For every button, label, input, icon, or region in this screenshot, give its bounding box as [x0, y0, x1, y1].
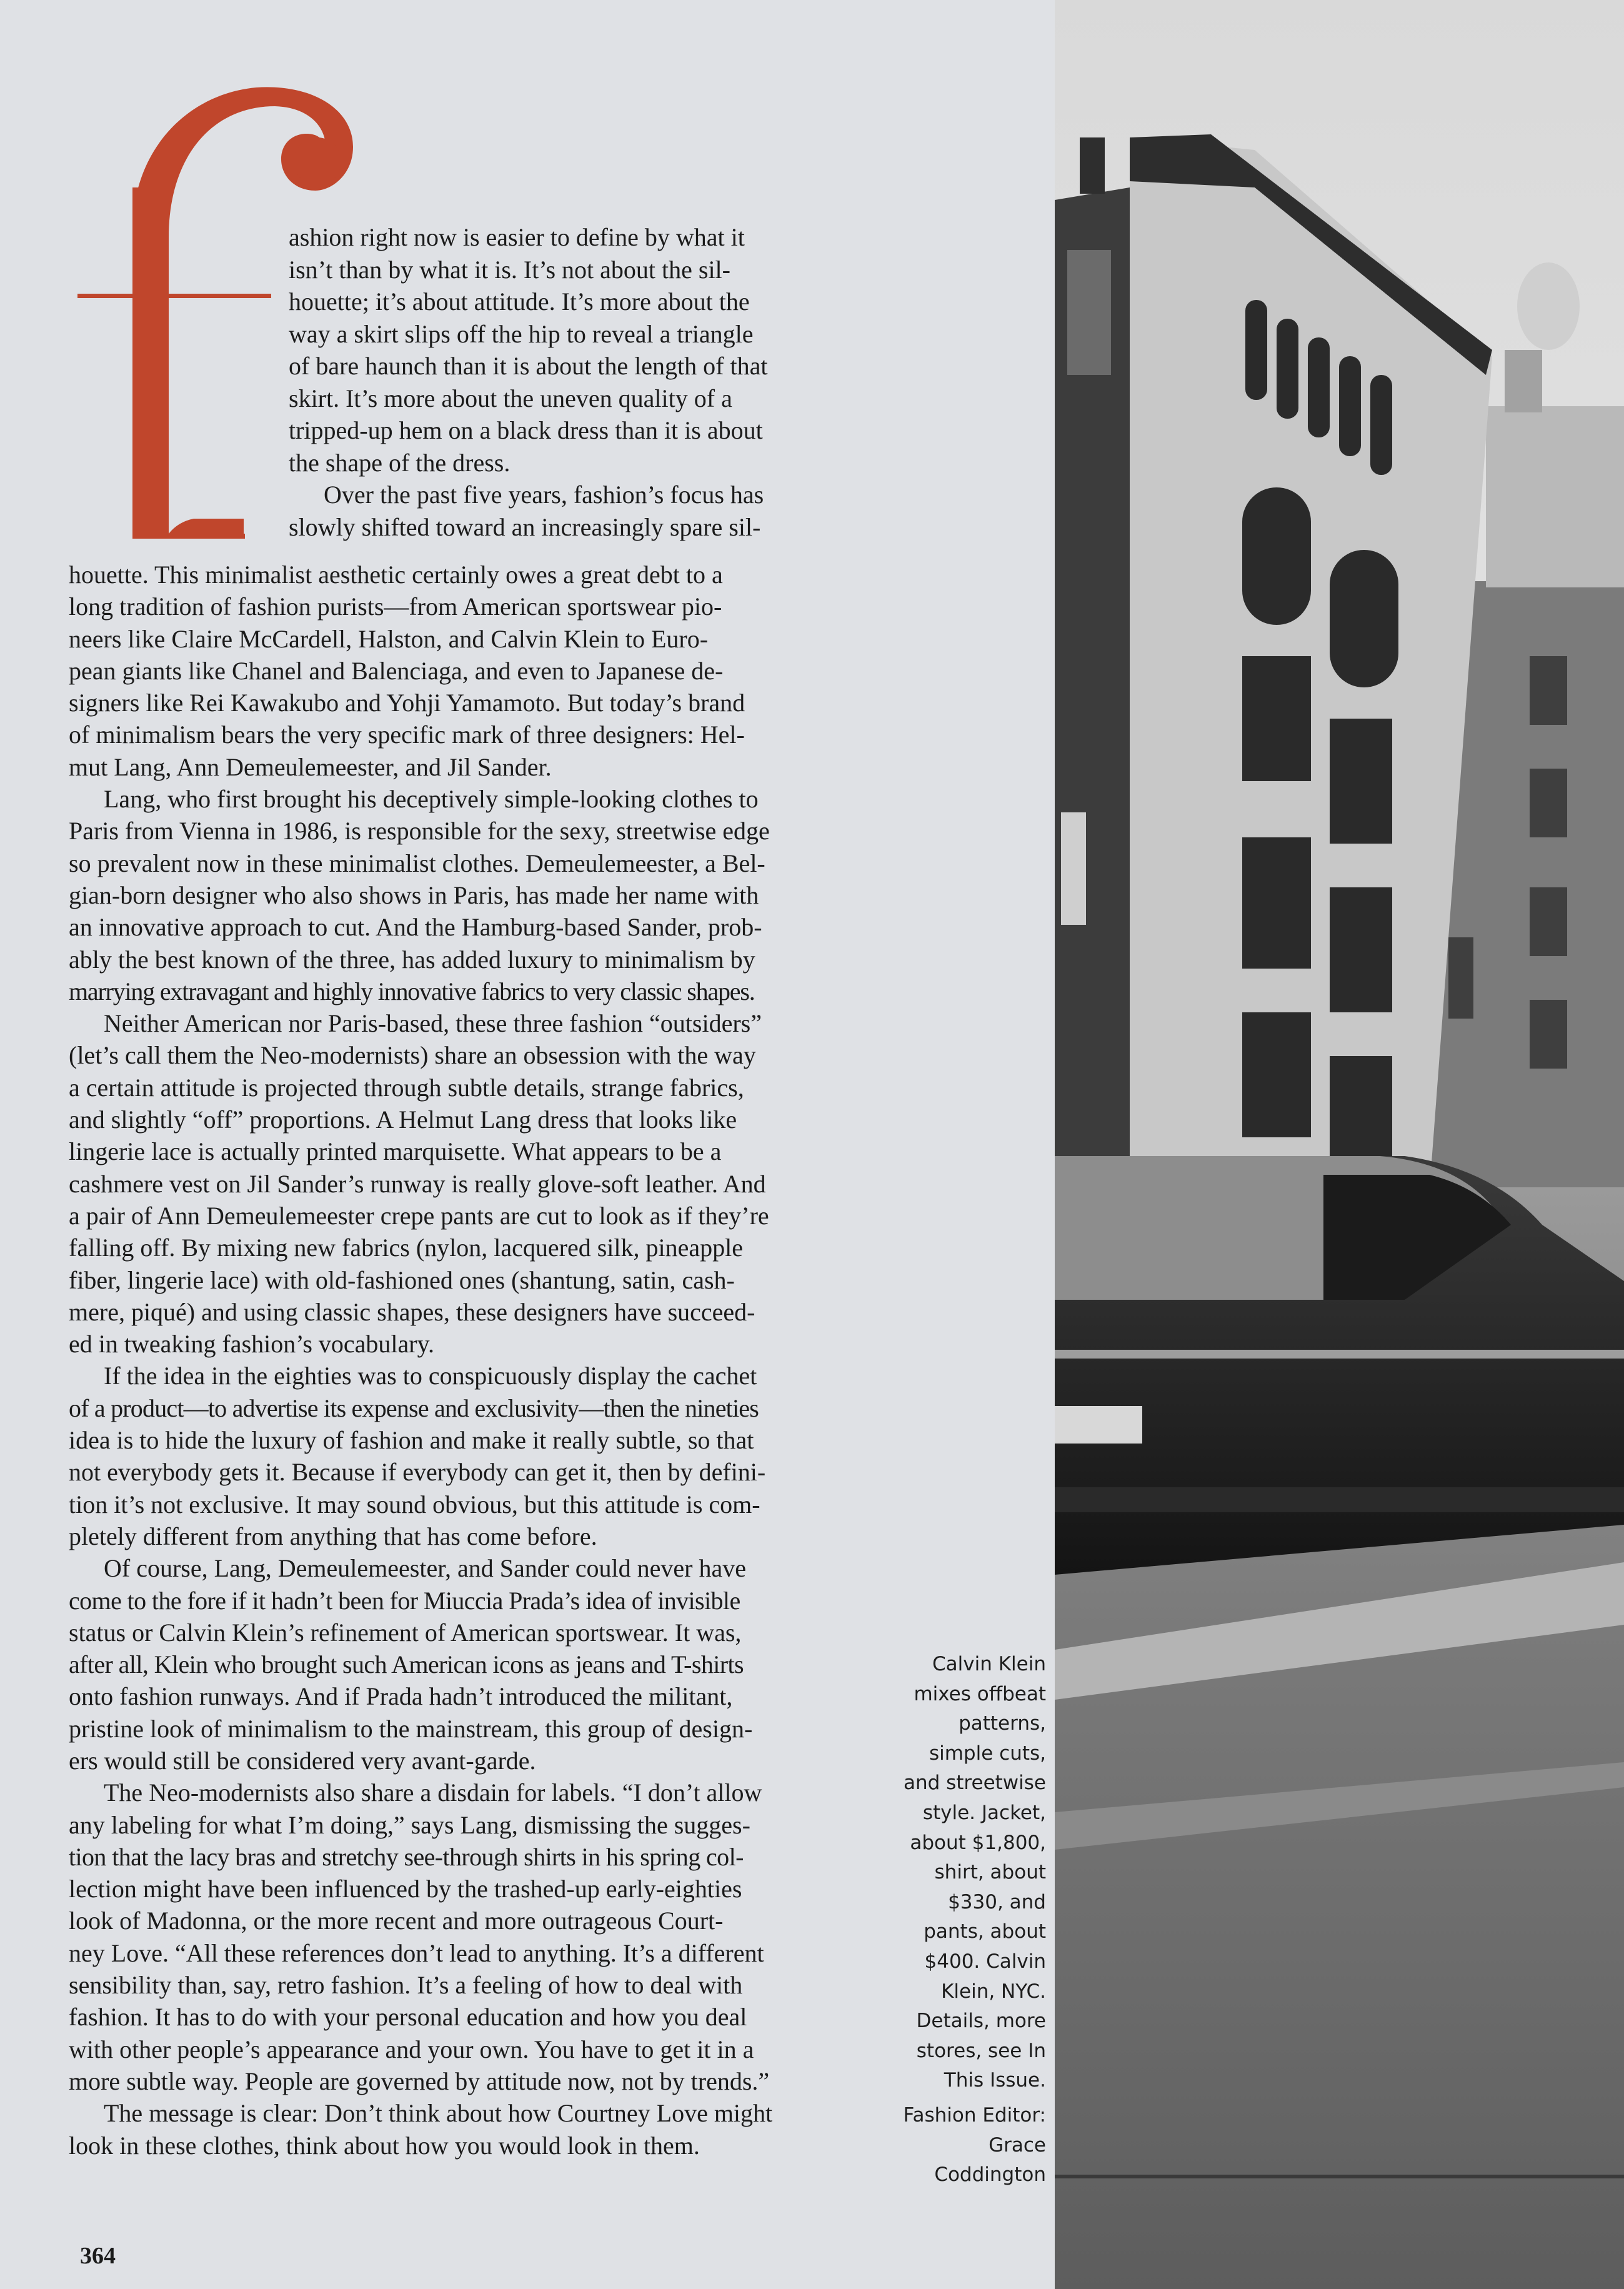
text-line: Of course, Lang, Demeulemeester, and Sander could never have	[104, 1554, 746, 1583]
text-line: look in these clothes, think about how you would look in them.	[69, 2131, 700, 2160]
text-line: The message is clear: Don’t think about how Courtney Love might	[104, 2099, 773, 2128]
text-line: a pair of Ann Demeulemeester crepe pants are cut to look as if they’re	[69, 1201, 769, 1230]
caption-line: $400. Calvin	[924, 1950, 1046, 1973]
text-line: signers like Rei Kawakubo and Yohji Yamamoto. But today’s brand	[69, 689, 745, 717]
text-line: ers would still be considered very avant-garde.	[69, 1746, 536, 1775]
text-line: ashion right now is easier to define by what it	[289, 223, 745, 251]
caption-line: Klein, NYC.	[941, 1980, 1046, 2003]
text-line: ably the best known of the three, has added luxury to minimalism by	[69, 945, 755, 974]
text-line: falling off. By mixing new fabrics (nylon, lacquered silk, pineapple	[69, 1234, 743, 1262]
text-line: Over the past five years, fashion’s focus has	[324, 481, 764, 509]
text-line: If the idea in the eighties was to conspicuously display the cachet	[104, 1362, 757, 1390]
text-line: tripped-up hem on a black dress than it is about	[289, 416, 763, 444]
text-line: neers like Claire McCardell, Halston, and Calvin Klein to Euro-	[69, 624, 709, 653]
text-line: ed in tweaking fashion’s vocabulary.	[69, 1330, 435, 1359]
caption-line: patterns,	[959, 1712, 1046, 1735]
text-line: houette. This minimalist aesthetic certainly owes a great debt to a	[69, 561, 723, 589]
text-line: marrying extravagant and highly innovative fabrics to very classic shapes.	[69, 977, 755, 1005]
caption-line: Details, more	[916, 2010, 1046, 2033]
text-line: skirt. It’s more about the uneven quality of a	[289, 384, 732, 412]
intro-paragraph	[289, 221, 801, 543]
text-line: gian-born designer who also shows in Paris, has made her name with	[69, 880, 759, 909]
text-line: look of Madonna, or the more recent and more outrageous Court-	[69, 1907, 724, 1935]
credit-line: Grace	[989, 2133, 1046, 2157]
text-line: with other people’s appearance and your own. You have to get it in a	[69, 2035, 754, 2063]
caption-line: shirt, about	[934, 1861, 1046, 1884]
text-line: pletely different from anything that has come before.	[69, 1522, 597, 1550]
text-line: slowly shifted toward an increasingly spare sil-	[289, 512, 761, 541]
text-line: the shape of the dress.	[289, 448, 511, 477]
text-line: and slightly “off” proportions. A Helmut Lang dress that looks like	[69, 1105, 737, 1134]
caption-line: and streetwise	[903, 1772, 1046, 1795]
text-line: Lang, who first brought his deceptively simple-looking clothes to	[104, 785, 759, 814]
text-line: more subtle way. People are governed by attitude now, not by trends.”	[69, 2067, 770, 2095]
street-photo	[1055, 0, 1624, 2289]
text-line: come to the fore if it hadn’t been for Miuccia Prada’s idea of invisible	[69, 1586, 740, 1615]
text-line: tion that the lacy bras and stretchy see-through shirts in his spring col-	[69, 1842, 744, 1871]
text-line: ney Love. “All these references don’t lead to anything. It’s a different	[69, 1938, 764, 1967]
text-line: Paris from Vienna in 1986, is responsible for the sexy, streetwise edge	[69, 817, 770, 845]
text-line: isn’t than by what it is. It’s not about the sil-	[289, 255, 730, 284]
text-line: lingerie lace is actually printed marquisette. What appears to be a	[69, 1137, 722, 1166]
photo-caption	[884, 1650, 1046, 2190]
text-line: mere, piqué) and using classic shapes, these designers have succeed-	[69, 1297, 755, 1326]
credit-line: Fashion Editor:	[903, 2103, 1046, 2127]
text-line: of a product—to advertise its expense and exclusivity—then the nineties	[69, 1394, 759, 1422]
text-line: houette; it’s about attitude. It’s more about the	[289, 287, 750, 316]
text-line: sensibility than, say, retro fashion. It’s a feeling of how to deal with	[69, 1971, 743, 2000]
caption-line: simple cuts,	[929, 1742, 1046, 1765]
text-line: (let’s call them the Neo-modernists) share an obsession with the way	[69, 1041, 756, 1070]
caption-line: about $1,800,	[910, 1831, 1046, 1854]
caption-line: mixes offbeat	[914, 1682, 1046, 1705]
text-line: The Neo-modernists also share a disdain for labels. “I don’t allow	[104, 1778, 762, 1807]
caption-line: stores, see In	[916, 2039, 1046, 2062]
text-line: not everybody gets it. Because if everybody can get it, then by defini-	[69, 1458, 766, 1487]
caption-line: pants, about	[924, 1920, 1046, 1943]
text-line: pean giants like Chanel and Balenciaga, and even to Japanese de-	[69, 656, 724, 685]
text-line: of bare haunch than it is about the length of that	[289, 352, 768, 380]
caption-line: $330, and	[948, 1890, 1046, 1913]
text-line: idea is to hide the luxury of fashion and make it really subtle, so that	[69, 1426, 754, 1455]
caption-line: This Issue.	[944, 2069, 1046, 2092]
credit-line: Coddington	[934, 2163, 1046, 2187]
text-line: cashmere vest on Jil Sander’s runway is really glove-soft leather. And	[69, 1169, 766, 1198]
text-line: way a skirt slips off the hip to reveal a triangle	[289, 319, 754, 348]
text-line: any labeling for what I’m doing,” says Lang, dismissing the sugges-	[69, 1810, 750, 1839]
text-line: pristine look of minimalism to the mainstream, this group of design-	[69, 1714, 753, 1743]
article-body	[69, 559, 806, 2162]
text-line: Neither American nor Paris-based, these three fashion “outsiders”	[104, 1009, 762, 1038]
text-line: tion it’s not exclusive. It may sound obvious, but this attitude is com-	[69, 1490, 760, 1519]
page-number: 364	[80, 2243, 116, 2269]
text-line: an innovative approach to cut. And the Hamburg-based Sander, prob-	[69, 913, 762, 942]
text-line: of minimalism bears the very specific mark of three designers: Hel-	[69, 721, 745, 749]
text-line: fiber, lingerie lace) with old-fashioned ones (shantung, satin, cash-	[69, 1265, 735, 1294]
text-line: so prevalent now in these minimalist clothes. Demeulemeester, a Bel-	[69, 849, 765, 877]
text-line: onto fashion runways. And if Prada hadn’t introduced the militant,	[69, 1682, 733, 1711]
text-line: lection might have been influenced by the trashed-up early-eighties	[69, 1875, 742, 1903]
caption-line: Calvin Klein	[932, 1653, 1046, 1675]
text-line: fashion. It has to do with your personal education and how you deal	[69, 2003, 747, 2032]
text-line: a certain attitude is projected through subtle details, strange fabrics,	[69, 1073, 744, 1102]
text-line: status or Calvin Klein’s refinement of American sportswear. It was,	[69, 1618, 742, 1647]
text-line: mut Lang, Ann Demeulemeester, and Jil Sander.	[69, 752, 552, 781]
text-line: after all, Klein who brought such American icons as jeans and T-shirts	[69, 1650, 744, 1679]
text-line: long tradition of fashion purists—from American sportswear pio-	[69, 592, 722, 621]
caption-line: style. Jacket,	[922, 1801, 1046, 1824]
